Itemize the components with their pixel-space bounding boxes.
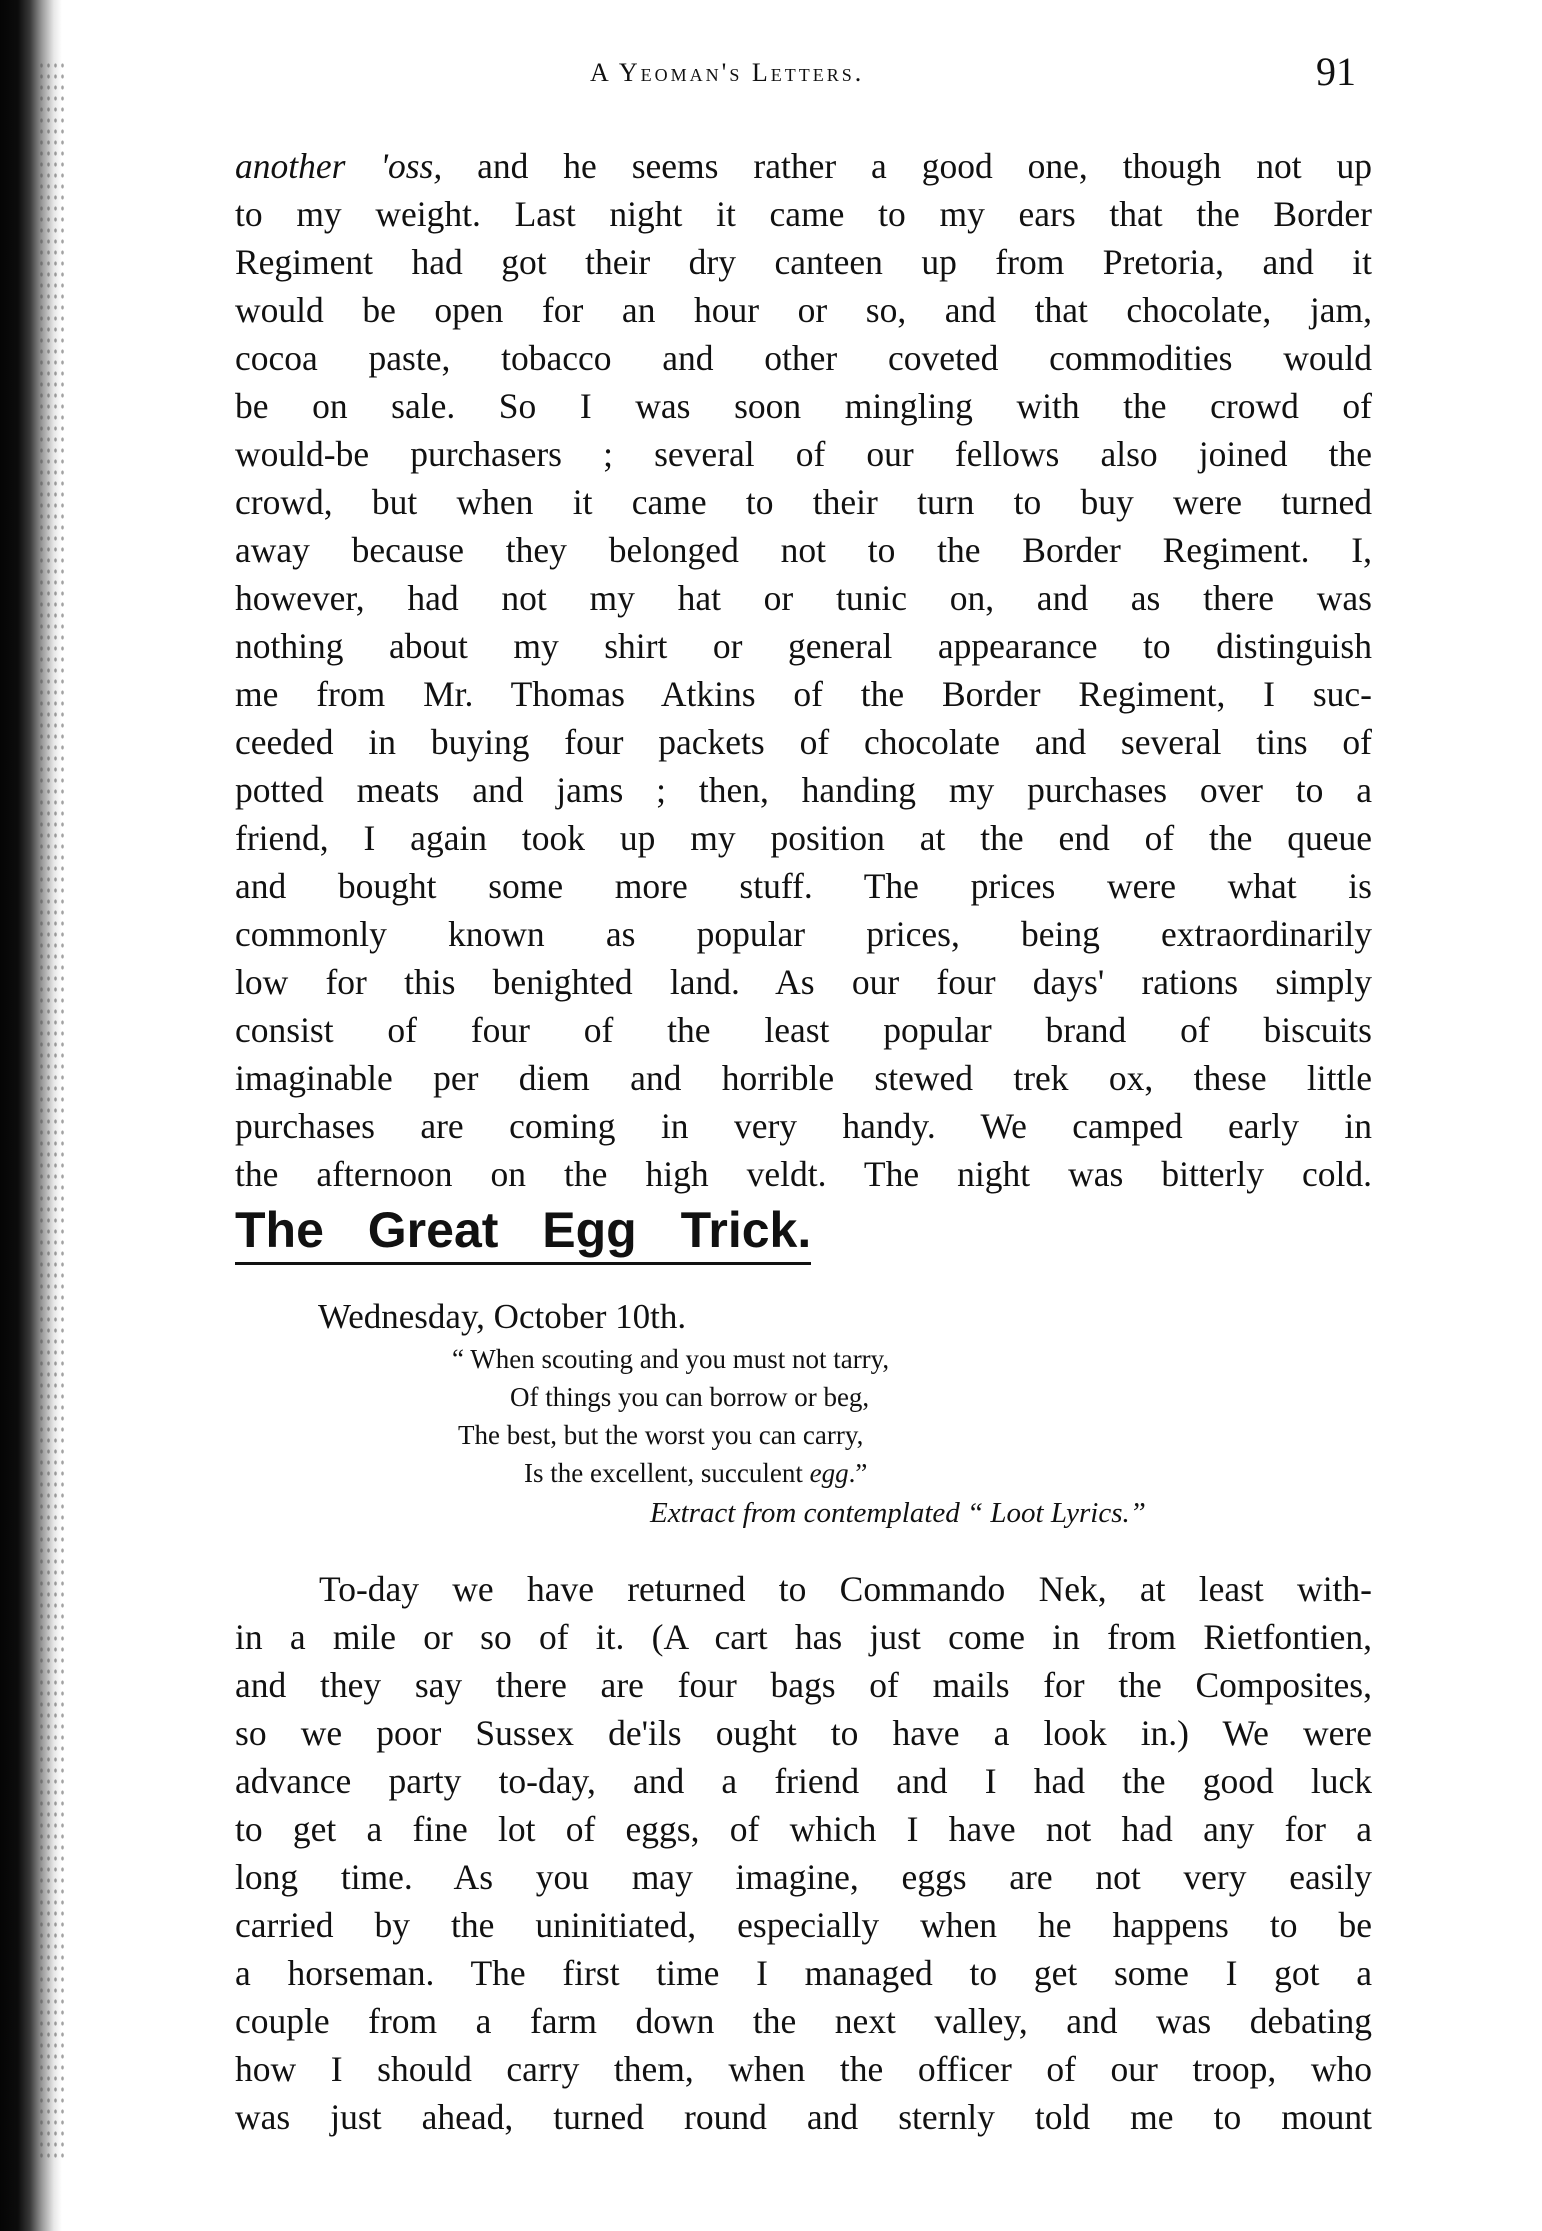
paragraph-1	[235, 142, 1372, 1198]
text-line: crowd, but when it came to their turn to buy were turned	[235, 482, 1372, 522]
text-line: potted meats and jams ; then, handing my purchases over to a	[235, 770, 1372, 810]
verse-line-1: “ When scouting and you must not tarry,	[452, 1344, 890, 1374]
text-span: and he seems rather a good one, though not up	[442, 146, 1372, 186]
text-line: ceeded in buying four packets of chocolate and several tins of	[235, 722, 1372, 762]
verse-line-2: Of things you can borrow or beg,	[510, 1382, 870, 1412]
text-line: would-be purchasers ; several of our fellows also joined the	[235, 434, 1372, 474]
text-line: couple from a farm down the next valley, and was debating	[235, 2001, 1372, 2041]
text-line: me from Mr. Thomas Atkins of the Border Regiment, I suc-	[235, 674, 1372, 714]
verse-attribution	[650, 1497, 1146, 1530]
text-line: how I should carry them, when the officer of our troop, who	[235, 2049, 1372, 2089]
verse-line-4	[524, 1454, 867, 1492]
verse-text: Is the excellent, succulent	[524, 1458, 810, 1488]
text-line: cocoa paste, tobacco and other coveted commodities would	[235, 338, 1372, 378]
text-line: nothing about my shirt or general appearance to distinguish	[235, 626, 1372, 666]
attribution-text: Extract from contemplated	[650, 1497, 960, 1529]
text-line: imaginable per diem and horrible stewed trek ox, these little	[235, 1058, 1372, 1098]
text-line: advance party to-day, and a friend and I had the good luck	[235, 1761, 1372, 1801]
text-line: however, had not my hat or tunic on, and as there was	[235, 578, 1372, 618]
text-line: the afternoon on the high veldt. The night was bitterly cold.	[235, 1154, 1372, 1194]
text-line: friend, I again took up my position at the end of the queue	[235, 818, 1372, 858]
text-line: and bought some more stuff. The prices were what is	[235, 866, 1372, 906]
text-line: be on sale. So I was soon mingling with the crowd of	[235, 386, 1372, 426]
text-line: to my weight. Last night it came to my ears that the Border	[235, 194, 1372, 234]
text-line: Regiment had got their dry canteen up from Pretoria, and it	[235, 242, 1372, 282]
text-line: purchases are coming in very handy. We camped early in	[235, 1106, 1372, 1146]
text-line: long time. As you may imagine, eggs are not very easily	[235, 1857, 1372, 1897]
verse-italic-word: egg	[809, 1458, 849, 1488]
text-line: and they say there are four bags of mails for the Composites,	[235, 1665, 1372, 1705]
text-line: commonly known as popular prices, being extraordinarily	[235, 914, 1372, 954]
text-line: away because they belonged not to the Border Regiment. I,	[235, 530, 1372, 570]
text-line: a horseman. The first time I managed to get some I got a	[235, 1953, 1372, 1993]
page-gutter-texture	[38, 60, 68, 2160]
verse-text: .”	[848, 1458, 868, 1488]
section-heading: The Great Egg Trick.	[235, 1200, 811, 1265]
text-line: to get a fine lot of eggs, of which I have not had any for a	[235, 1809, 1372, 1849]
running-title: A Yeoman's Letters.	[590, 58, 865, 87]
paragraph-2	[235, 1565, 1372, 2141]
text-line: was just ahead, turned round and sternly told me to mount	[235, 2097, 1372, 2137]
dateline: Wednesday, October 10th.	[318, 1297, 687, 1336]
text-line	[235, 142, 1372, 190]
text-line: so we poor Sussex de'ils ought to have a look in.) We were	[235, 1713, 1372, 1753]
text-line: would be open for an hour or so, and that chocolate, jam,	[235, 290, 1372, 330]
text-line: in a mile or so of it. (A cart has just come in from Rietfontien,	[235, 1617, 1372, 1657]
text-line: low for this benighted land. As our four days' rations simply	[235, 962, 1372, 1002]
attribution-title: “ Loot Lyrics.”	[959, 1497, 1146, 1529]
text-line: To-day we have returned to Commando Nek, at least with-	[319, 1569, 1372, 1609]
page-number: 91	[1316, 49, 1356, 94]
text-line: carried by the uninitiated, especially when he happens to be	[235, 1905, 1372, 1945]
verse-line-3: The best, but the worst you can carry,	[458, 1420, 864, 1450]
text-line: consist of four of the least popular brand of biscuits	[235, 1010, 1372, 1050]
italic-phrase: another 'oss,	[235, 146, 443, 186]
